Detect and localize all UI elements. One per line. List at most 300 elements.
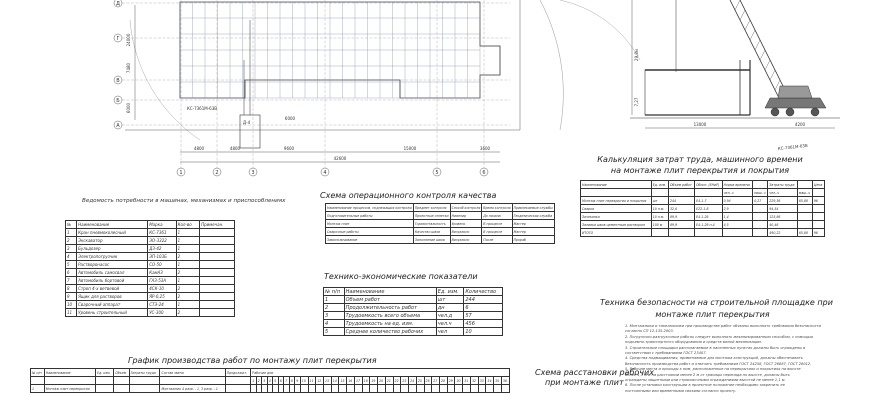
table-cell: Растворонасос bbox=[77, 261, 148, 269]
table-cell: Визуально bbox=[450, 228, 482, 236]
day-cell bbox=[478, 385, 486, 393]
table-cell: чел bbox=[436, 328, 464, 336]
day-cell bbox=[409, 385, 417, 393]
table-cell: чел.-ч bbox=[722, 189, 753, 197]
table-cell: Продолжит. bbox=[225, 369, 251, 377]
day-cell: 18 bbox=[362, 377, 370, 385]
table-header-row bbox=[66, 221, 235, 229]
table-cell: Наименование bbox=[344, 288, 436, 296]
axis-bubble bbox=[321, 168, 329, 176]
table-cell: СО-50 bbox=[148, 261, 176, 269]
table-cell bbox=[669, 229, 695, 237]
table-cell: 1 bbox=[176, 301, 200, 309]
table-cell: Наименование bbox=[44, 369, 95, 377]
table-cell bbox=[797, 181, 812, 189]
dim-label: 4800 bbox=[229, 146, 241, 151]
table-cell: ЯР-0,25 bbox=[148, 293, 176, 301]
day-cell bbox=[331, 385, 339, 393]
table-cell: 0,27 bbox=[753, 197, 768, 205]
table-cell: Состав звена bbox=[160, 369, 225, 377]
table-cell: 10 п.м. bbox=[651, 205, 668, 213]
dim-label: 15000 bbox=[403, 146, 417, 151]
day-cell: 30 bbox=[455, 377, 463, 385]
day-cell bbox=[401, 385, 409, 393]
day-cell: 6 bbox=[279, 378, 282, 383]
table-cell: 6 bbox=[66, 269, 77, 277]
table-cell: 5 bbox=[324, 328, 345, 336]
day-cell: 28 bbox=[440, 377, 448, 385]
table-cell: После bbox=[482, 236, 512, 244]
table-cell: Горизонтальность bbox=[413, 220, 450, 228]
table-cell: Монтажник 4 разр. - 1, 3 разр. - 1 bbox=[160, 385, 225, 393]
table-cell: 2,9 bbox=[722, 205, 753, 213]
table-cell: КамАЗ bbox=[148, 269, 176, 277]
table-cell: Ед. изм. bbox=[651, 181, 668, 189]
axis-letter: A bbox=[116, 123, 120, 129]
axis-bubble bbox=[249, 168, 257, 176]
dim-label: 9600 bbox=[283, 146, 295, 151]
table-cell bbox=[200, 277, 235, 285]
safety-title-2: монтаже плит перекрытия bbox=[655, 310, 770, 319]
table-cell: 244 bbox=[464, 296, 503, 304]
table-cell: 244 bbox=[669, 197, 695, 205]
day-cell bbox=[463, 385, 471, 393]
safety-note-line: 5. Рабочие места и проходы к ним, расположенные на перекрытиях и покрытиях на высоте bbox=[625, 367, 801, 372]
day-cell bbox=[440, 385, 448, 393]
table-cell bbox=[812, 213, 824, 221]
table-cell: Уровень bbox=[450, 220, 482, 228]
table-cell bbox=[114, 377, 129, 385]
table-cell: 0,94 bbox=[722, 197, 753, 205]
table-cell: ДЗ-42 bbox=[148, 245, 176, 253]
table-cell: Ед. изм. bbox=[96, 369, 114, 377]
table-cell: До начала bbox=[482, 212, 512, 220]
safety-note-line: более 1,3 м и на расстоянии менее 2 м от границы перепада по высоте, должны быть bbox=[625, 372, 790, 377]
table-cell: Затраты труда bbox=[129, 369, 160, 377]
day-cell bbox=[424, 385, 432, 393]
table-cell: Норма времени bbox=[722, 181, 753, 189]
labor-table bbox=[580, 180, 825, 237]
table-cell: Привлекаемые службы bbox=[513, 205, 553, 210]
axis-bubble bbox=[114, 0, 122, 7]
table-cell bbox=[797, 205, 812, 213]
day-cell bbox=[316, 385, 324, 393]
table-cell: Способ контроля bbox=[451, 205, 481, 210]
table-cell bbox=[96, 377, 114, 385]
table-cell: 7 bbox=[66, 277, 77, 285]
day-cell: 35 bbox=[494, 377, 502, 385]
axis-bubble bbox=[114, 76, 122, 84]
day-cell: 26 bbox=[424, 377, 432, 385]
table-cell: ГАЗ-53А bbox=[148, 277, 176, 285]
table-row bbox=[324, 320, 503, 328]
table-cell: Нивелир bbox=[450, 212, 482, 220]
table-cell bbox=[753, 213, 768, 221]
table-cell bbox=[31, 377, 45, 385]
table-cell bbox=[200, 261, 235, 269]
table-cell: 96 bbox=[812, 197, 824, 205]
table-cell: Е4-1-7 bbox=[695, 197, 723, 205]
table-row bbox=[31, 385, 510, 393]
safety-note-line: 3. Строительные площадки располагаемые в населенных пунктах должны быть ограждены в bbox=[625, 345, 806, 350]
axis-bubble bbox=[114, 34, 122, 42]
table-cell bbox=[669, 189, 695, 197]
table-row bbox=[581, 221, 825, 229]
table-cell: УС-300 bbox=[148, 309, 176, 317]
table-row bbox=[66, 253, 235, 261]
day-cell bbox=[447, 385, 455, 393]
axis-number: 5 bbox=[435, 170, 439, 176]
table-header-row bbox=[326, 204, 555, 212]
table-row bbox=[581, 229, 825, 237]
table-cell: Сварка bbox=[581, 205, 652, 213]
day-cell bbox=[362, 385, 370, 393]
table-cell bbox=[114, 385, 129, 393]
table-cell: № bbox=[66, 221, 77, 229]
safety-notes bbox=[625, 324, 830, 394]
table-cell: 2 bbox=[176, 253, 200, 261]
table-cell: Мастер bbox=[512, 228, 554, 236]
table-header-row bbox=[31, 369, 510, 377]
crane-label: КС-7361М-63В bbox=[187, 106, 217, 111]
table-cell: Е22-1-6 bbox=[695, 205, 723, 213]
table-cell: 4 bbox=[66, 253, 77, 261]
schedule-title: График производства работ по монтажу плит перекрытия bbox=[128, 356, 377, 365]
table-cell: Цена bbox=[812, 181, 824, 189]
table-cell: Прораб bbox=[512, 236, 554, 244]
table-cell: 125,86 bbox=[768, 213, 798, 221]
day-cell bbox=[378, 385, 386, 393]
table-cell: Среднее количество рабочих bbox=[344, 328, 436, 336]
table-cell: Объем работ bbox=[344, 296, 436, 304]
table-cell: КС-7361 bbox=[148, 229, 176, 237]
table-cell: 100 м bbox=[651, 221, 668, 229]
table-cell: Объем работ bbox=[669, 181, 695, 189]
day-cell: 22 bbox=[393, 377, 401, 385]
axis-bubble bbox=[114, 96, 122, 104]
axis-bubble bbox=[177, 168, 185, 176]
table-cell: Сварочные работы bbox=[326, 228, 414, 236]
day-cell: 31 bbox=[463, 377, 471, 385]
axis-number: 6 bbox=[482, 170, 486, 176]
table-row bbox=[326, 228, 555, 236]
table-header-row bbox=[581, 181, 825, 189]
table-cell: Трудоемкость всего объема bbox=[344, 312, 436, 320]
table-cell: Е4-1-26 п.4 bbox=[695, 221, 723, 229]
day-cell: 25 bbox=[416, 377, 424, 385]
safety-note-line: 2. Погрузочно-разгрузочные работы следует выполнять механизированным способом, с помощью bbox=[625, 334, 814, 339]
table-cell bbox=[44, 377, 95, 385]
table-cell bbox=[225, 385, 251, 393]
table-cell bbox=[797, 221, 812, 229]
table-cell: 1 bbox=[176, 277, 200, 285]
table-row bbox=[66, 229, 235, 237]
table-cell: 1 bbox=[176, 237, 200, 245]
dim-label-left: 7480 bbox=[126, 62, 131, 74]
dim-label-left: 6000 bbox=[126, 102, 131, 114]
table-cell: ЭП-103Б bbox=[148, 253, 176, 261]
day-cell bbox=[385, 385, 393, 393]
table-row bbox=[66, 237, 235, 245]
table-cell: Качество швов bbox=[413, 228, 450, 236]
safety-note-line: ограждены защитными или страховочными ограждениями высотой не менее 1,1 м. bbox=[625, 378, 786, 383]
table-cell: 2 bbox=[176, 309, 200, 317]
table-cell: 96 bbox=[812, 229, 824, 237]
table-cell bbox=[753, 181, 768, 189]
table-cell: 10 bbox=[66, 301, 77, 309]
table-cell bbox=[812, 221, 824, 229]
table-cell bbox=[812, 205, 824, 213]
axis-number: 4 bbox=[323, 170, 327, 176]
day-cell bbox=[416, 385, 424, 393]
machines-table bbox=[65, 220, 235, 317]
day-cell bbox=[432, 385, 440, 393]
table-row bbox=[326, 236, 555, 244]
table-cell: 8 bbox=[66, 285, 77, 293]
day-cell bbox=[393, 385, 401, 393]
table-cell bbox=[200, 253, 235, 261]
safety-note-line: согласно СП 12-135-2003. bbox=[625, 329, 674, 334]
safety-note-line: 4. Средства подмащивания, применяемые для монтажа конструкций, должны обеспечивать bbox=[625, 356, 803, 361]
day-cell: 15 bbox=[339, 377, 347, 385]
day-cell: 17 bbox=[354, 377, 362, 385]
workers-title-1: Схема расстановки рабочих bbox=[535, 368, 654, 377]
table-cell: 1 bbox=[176, 245, 200, 253]
table-cell: 5 bbox=[66, 261, 77, 269]
safety-note-line: 1. Монтажники и такелажники при производстве работ обязаны выполнять требования безопасности bbox=[625, 324, 821, 328]
table-cell: Наименование bbox=[77, 221, 148, 229]
labor-title-1: Калькуляция затрат труда, машинного времени bbox=[597, 155, 803, 164]
workers-title-2: при монтаже плит bbox=[545, 378, 624, 387]
axis-number: 2 bbox=[215, 170, 219, 176]
table-cell: 4 bbox=[324, 320, 345, 328]
elev-height: 29,8м bbox=[634, 49, 639, 61]
table-cell: В процессе bbox=[482, 220, 512, 228]
table-cell bbox=[200, 245, 235, 253]
table-cell: ЭО-3322 bbox=[148, 237, 176, 245]
safety-note-line: соответствии с требованиями ГОСТ 23407. bbox=[625, 351, 707, 356]
table-row bbox=[326, 212, 555, 220]
tep-table bbox=[323, 287, 503, 336]
table-cell bbox=[753, 221, 768, 229]
table-cell: Сварочный аппарат bbox=[77, 301, 148, 309]
safety-note-line: подъемно-транспортного оборудования и средств малой механизации. bbox=[625, 340, 762, 345]
table-cell: Предмет контроля bbox=[413, 204, 450, 212]
table-cell bbox=[753, 205, 768, 213]
table-cell: 9 bbox=[66, 293, 77, 301]
table-cell bbox=[160, 377, 225, 385]
table-cell: 65,88 bbox=[797, 197, 812, 205]
day-cell: 21 bbox=[385, 377, 393, 385]
table-cell: 10 bbox=[464, 328, 503, 336]
table-cell: 2 bbox=[176, 269, 200, 277]
table-row bbox=[581, 205, 825, 213]
dim-label: 4800 bbox=[193, 146, 205, 151]
axis-letter: Д bbox=[116, 1, 120, 7]
dim-label-left: 24000 bbox=[126, 33, 131, 47]
table-cell: Визуально bbox=[450, 236, 482, 244]
table-cell: Замоноличивание bbox=[326, 236, 414, 244]
table-cell: Трудоемкость на ед. изм. bbox=[344, 320, 436, 328]
table-row bbox=[66, 293, 235, 301]
table-cell bbox=[200, 309, 235, 317]
table-cell: Ед. изм. bbox=[436, 288, 464, 296]
table-cell bbox=[753, 229, 768, 237]
day-cell bbox=[339, 385, 347, 393]
day-cell: 32 bbox=[470, 377, 478, 385]
table-cell bbox=[200, 285, 235, 293]
table-cell: 94,54 bbox=[768, 205, 798, 213]
day-cell bbox=[470, 385, 478, 393]
day-cell: 8 bbox=[290, 378, 293, 383]
safety-title-1: Техника безопасности на строительной площадке при bbox=[600, 298, 833, 307]
elev-dim: 13000 bbox=[693, 122, 707, 127]
table-cell: 4,5 bbox=[722, 221, 753, 229]
day-cell: 4 bbox=[268, 378, 271, 383]
dim-label: 3600 bbox=[479, 146, 491, 151]
axis-bubble bbox=[114, 121, 122, 129]
dim-total-label: 42600 bbox=[333, 156, 347, 161]
table-cell: ИТОГО bbox=[581, 229, 652, 237]
table-cell: Рабочие дни bbox=[251, 369, 510, 377]
table-cell bbox=[812, 189, 824, 197]
table-cell: Марка bbox=[148, 221, 176, 229]
day-cell bbox=[354, 385, 362, 393]
day-cell: 2 bbox=[257, 378, 260, 383]
table-cell bbox=[651, 189, 668, 197]
table-cell: Время контроля bbox=[483, 205, 511, 210]
axis-number: 3 bbox=[251, 170, 255, 176]
table-cell: 2 bbox=[176, 293, 200, 301]
day-cell bbox=[324, 385, 332, 393]
day-cell: 3 bbox=[263, 378, 266, 383]
table-cell bbox=[200, 301, 235, 309]
table-cell: 89,9 bbox=[669, 221, 695, 229]
day-cell: 1 bbox=[252, 378, 255, 383]
day-cell: 24 bbox=[409, 377, 417, 385]
day-cell: 9 bbox=[296, 378, 299, 383]
table-cell: Подготовительные работы bbox=[326, 212, 414, 220]
table-subheader-row bbox=[581, 189, 825, 197]
table-cell: 40,46 bbox=[768, 221, 798, 229]
table-cell: 6 bbox=[464, 304, 503, 312]
table-cell: Кол-во bbox=[176, 221, 200, 229]
table-cell: шт bbox=[651, 197, 668, 205]
day-cell: 20 bbox=[378, 377, 386, 385]
table-row bbox=[324, 328, 503, 336]
table-cell: дн bbox=[436, 304, 464, 312]
table-row bbox=[326, 220, 555, 228]
plan-axis-numbers bbox=[177, 168, 488, 176]
day-cell bbox=[300, 385, 308, 393]
table-cell: 2 bbox=[176, 285, 200, 293]
table-cell: 1,4 bbox=[722, 213, 753, 221]
table-cell bbox=[96, 385, 114, 393]
table-cell bbox=[695, 189, 723, 197]
table-row bbox=[581, 213, 825, 221]
table-cell: Заполнение швов bbox=[413, 236, 450, 244]
day-cell: 36 bbox=[501, 377, 509, 385]
day-cell: 27 bbox=[432, 377, 440, 385]
table-cell bbox=[200, 293, 235, 301]
table-header-row bbox=[324, 288, 503, 296]
dim-inner-label: 6000 bbox=[284, 116, 296, 121]
table-cell: 65,88 bbox=[797, 229, 812, 237]
table-cell: 3 bbox=[66, 245, 77, 253]
day-cell: 23 bbox=[401, 377, 409, 385]
table-cell: Е4-1-26 bbox=[695, 213, 723, 221]
table-cell: чел.-ч bbox=[768, 189, 798, 197]
table-cell: Количество bbox=[464, 288, 503, 296]
table-row bbox=[66, 261, 235, 269]
safety-note-line: постоянными или временными связями согласно проекту. bbox=[625, 388, 737, 393]
day-cell: 14 bbox=[331, 377, 339, 385]
table-cell: 1 bbox=[66, 229, 77, 237]
table-cell bbox=[581, 189, 652, 197]
table-row bbox=[324, 304, 503, 312]
safety-note-line: безопасность производства работ и отвечать требованиям ГОСТ 24258, ГОСТ 26887, ГОСТ 28012. bbox=[625, 361, 812, 366]
table-cell: Затраты труда bbox=[768, 181, 798, 189]
day-cell: 16 bbox=[347, 377, 355, 385]
day-cell: 11 bbox=[308, 377, 316, 385]
table-cell bbox=[225, 377, 251, 385]
table-cell: 2 bbox=[324, 304, 345, 312]
day-cell bbox=[486, 385, 494, 393]
table-cell: Геодезическая служба bbox=[512, 212, 554, 220]
table-cell: Автомобиль самосвал bbox=[77, 269, 148, 277]
table-cell: Ящик для растворов bbox=[77, 293, 148, 301]
annex-label: Д-4 bbox=[243, 120, 251, 125]
quality-title: Схема операционного контроля качества bbox=[320, 191, 497, 200]
day-cell: 12 bbox=[316, 377, 324, 385]
table-cell: № п/п bbox=[324, 288, 345, 296]
table-cell: Бульдозер bbox=[77, 245, 148, 253]
safety-note-line: 6. После установки конструкции в проектное положение необходимо закрепить ее bbox=[625, 383, 785, 388]
table-cell: Уровень строительный bbox=[77, 309, 148, 317]
table-cell bbox=[695, 229, 723, 237]
table-cell: чел.ч bbox=[436, 320, 464, 328]
table-cell: Электропогрузчик bbox=[77, 253, 148, 261]
table-cell: 4СК-10 bbox=[148, 285, 176, 293]
table-cell bbox=[129, 385, 160, 393]
table-cell: 490,22 bbox=[768, 229, 798, 237]
table-cell: 456 bbox=[464, 320, 503, 328]
table-cell bbox=[651, 229, 668, 237]
table-cell bbox=[722, 229, 753, 237]
axis-bubble bbox=[213, 168, 221, 176]
table-cell: Монтаж плит bbox=[326, 220, 414, 228]
day-cell: 5 bbox=[274, 378, 277, 383]
table-cell: СТЭ-24 bbox=[148, 301, 176, 309]
labor-title-2: на монтаже плит перекрытия и покрытия bbox=[610, 166, 790, 175]
table-cell: Продолжительность работ bbox=[344, 304, 436, 312]
table-cell: Проектные отметки bbox=[414, 213, 449, 218]
day-cell: 33 bbox=[478, 377, 486, 385]
table-cell: Зачеканка bbox=[581, 213, 652, 221]
table-cell: Монтаж плит перекрытия и покрытия bbox=[581, 197, 652, 205]
table-cell: 2 bbox=[66, 237, 77, 245]
day-cell bbox=[370, 385, 378, 393]
table-cell bbox=[129, 377, 160, 385]
table-cell: 1 bbox=[176, 229, 200, 237]
table-row bbox=[66, 277, 235, 285]
day-cell bbox=[501, 385, 509, 393]
machines-title: Ведомость потребности в машинах, механизмах и приспособлениях bbox=[82, 198, 286, 204]
table-row bbox=[66, 269, 235, 277]
floor-plan bbox=[122, 0, 563, 168]
table-cell: маш.-ч bbox=[753, 189, 768, 197]
table-cell bbox=[200, 237, 235, 245]
